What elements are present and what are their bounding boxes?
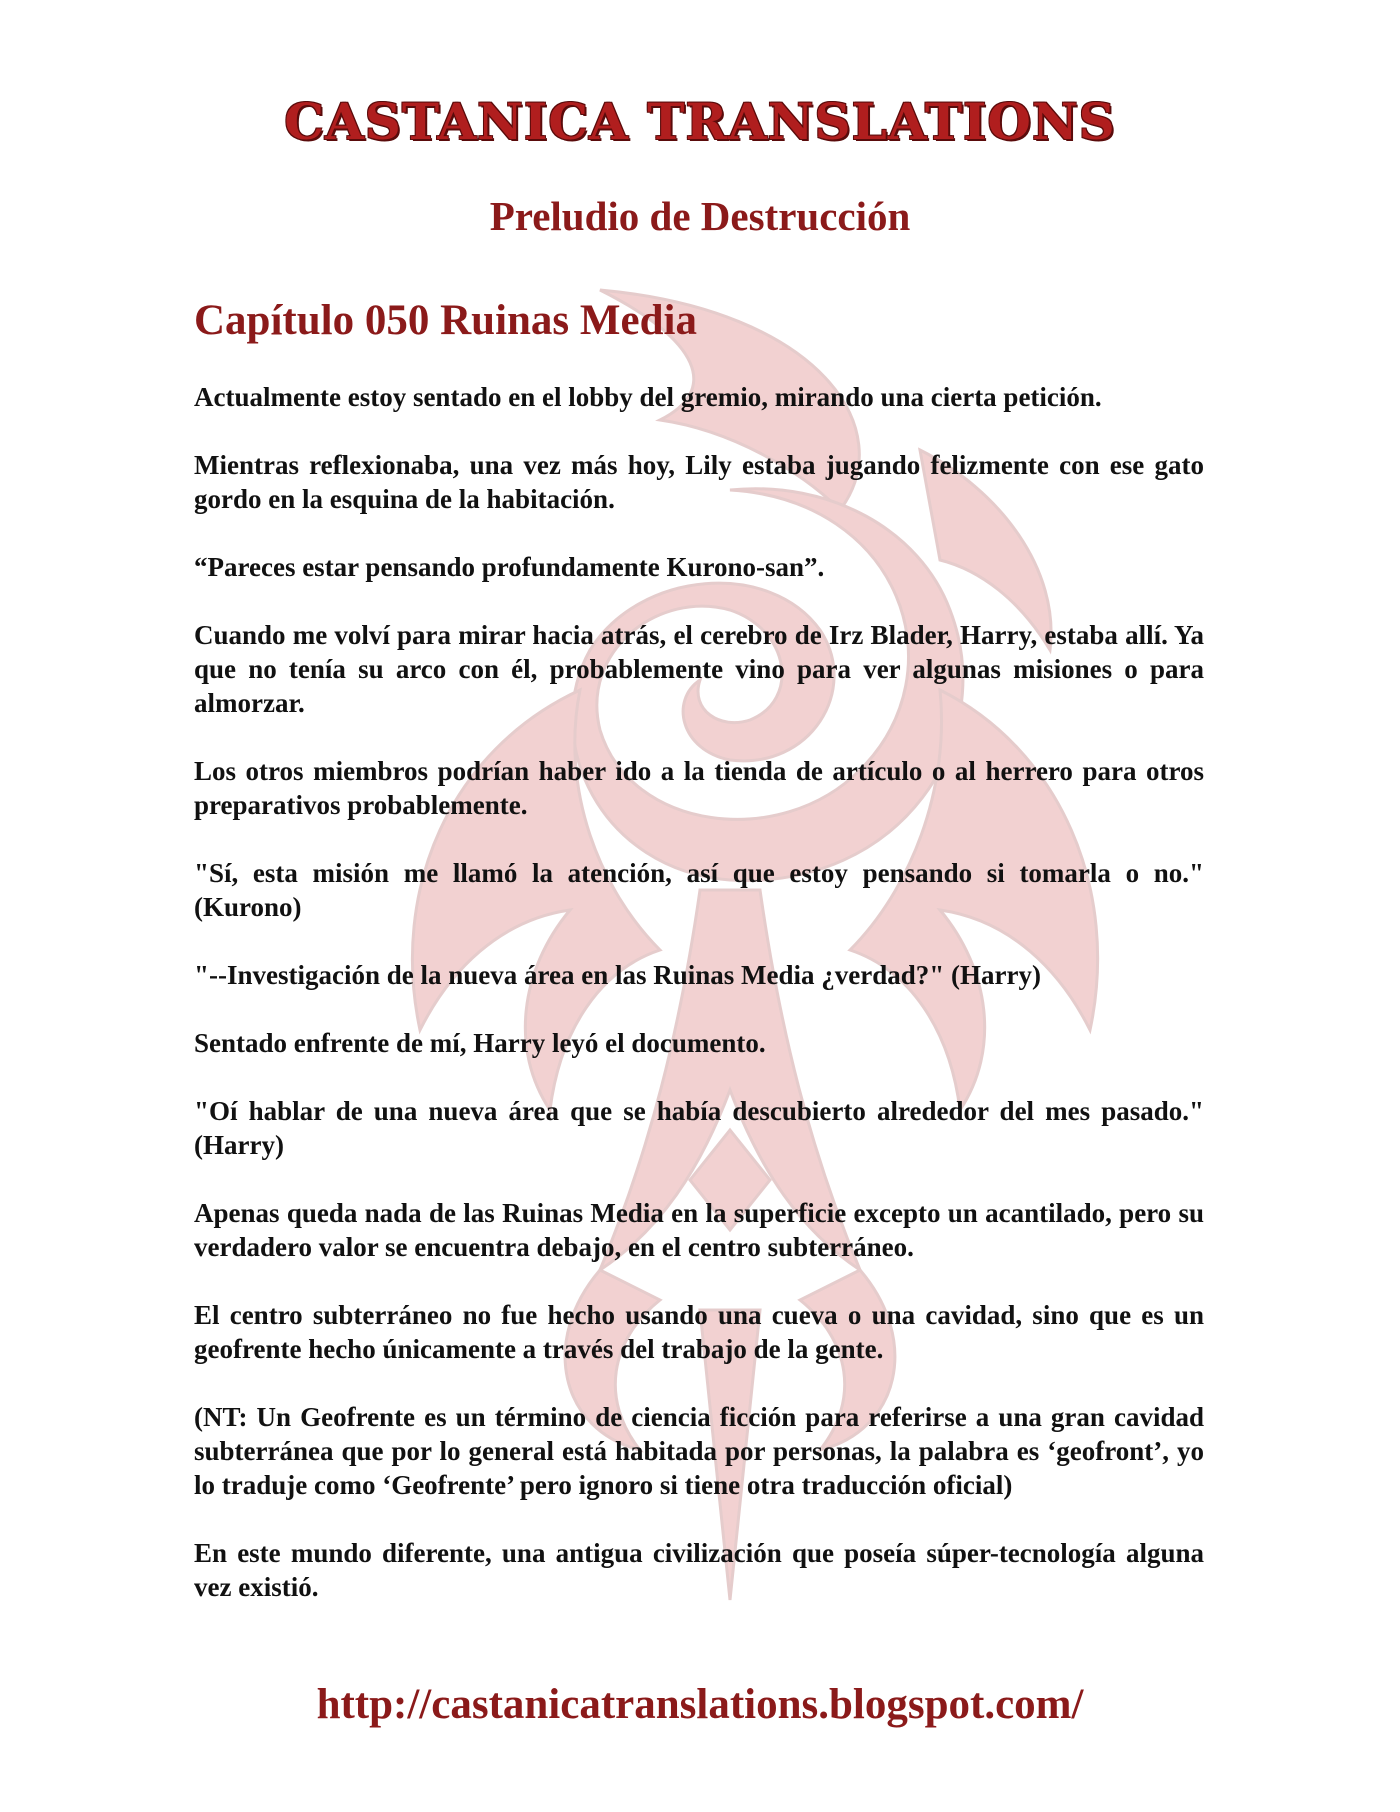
paragraph: Apenas queda nada de las Ruinas Media en la superficie excepto un acantilado, pero su verdadero valor se encuentra debajo, en el centro subterráneo. [194,1198,1204,1262]
paragraph: "Sí, esta misión me llamó la atención, así que estoy pensando si tomarla o no." (Kurono) [194,858,1204,922]
paragraph: Cuando me volví para mirar hacia atrás, el cerebro de Irz Blader, Harry, estaba allí. Ya que no tenía su arco con él, probablemente vino para ver algunas misiones o para almorzar. [194,620,1204,718]
paragraph: "Oí hablar de una nueva área que se había descubierto alrededor del mes pasado." (Harry) [194,1096,1204,1160]
blog-url-link[interactable]: http://castanicatranslations.blogspot.com/ [316,1681,1084,1728]
chapter-body [194,380,1204,1638]
chapter-title: Capítulo 050 Ruinas Media [194,297,697,344]
paragraph: Sentado enfrente de mí, Harry leyó el documento. [194,1028,766,1058]
paragraph: En este mundo diferente, una antigua civilización que poseía súper-tecnología alguna vez existió. [194,1538,1204,1602]
paragraph: Actualmente estoy sentado en el lobby del gremio, mirando una cierta petición. [194,382,1102,412]
paragraph: Mientras reflexionaba, una vez más hoy, Lily estaba jugando felizmente con ese gato gordo en la esquina de la habitación. [194,450,1204,514]
paragraph: El centro subterráneo no fue hecho usando una cueva o una cavidad, sino que es un geofrente hecho únicamente a través del trabajo de la gente. [194,1300,1204,1364]
paragraph: (NT: Un Geofrente es un término de ciencia ficción para referirse a una gran cavidad subterránea que por lo general está habitada por personas, la palabra es ‘geofront’, yo lo traduje como ‘Geofrente’ pero ignoro si tiene otra traducción oficial) [194,1402,1204,1500]
book-title: Preludio de Destrucción [489,193,911,239]
paragraph: “Pareces estar pensando profundamente Kurono-san”. [194,552,825,582]
paragraph: Los otros miembros podrían haber ido a la tienda de artículo o al herrero para otros preparativos probablemente. [194,756,1204,820]
paragraph: "--Investigación de la nueva área en las Ruinas Media ¿verdad?" (Harry) [194,960,1041,990]
site-name-header: CASTANICA TRANSLATIONS [284,92,1116,151]
